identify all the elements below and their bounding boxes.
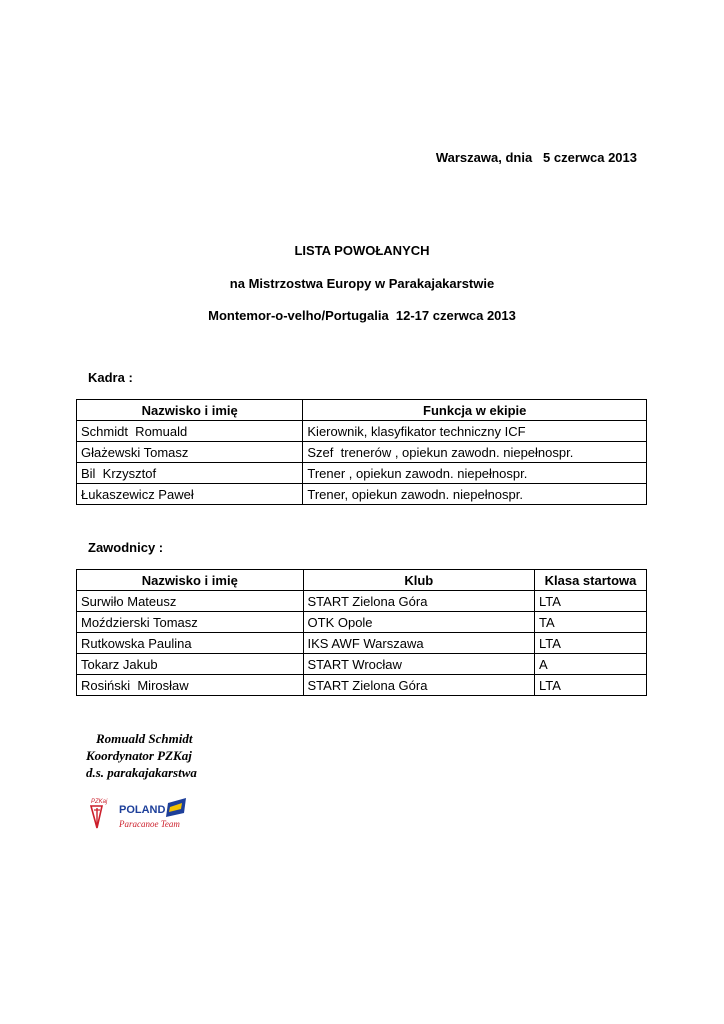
logo-poland-text: POLAND: [119, 804, 166, 816]
name-cell: Surwiło Mateusz: [77, 591, 304, 612]
signature-dept: d.s. parakajakarstwa: [86, 765, 197, 780]
name-cell: Bil Krzysztof: [77, 463, 303, 484]
class-cell: TA: [535, 612, 647, 633]
class-cell: LTA: [535, 591, 647, 612]
name-cell: Rutkowska Paulina: [77, 633, 304, 654]
kadra-heading: Kadra :: [88, 370, 133, 385]
club-cell: IKS AWF Warszawa: [303, 633, 535, 654]
svg-text:PZKaj: PZKaj: [91, 799, 108, 805]
function-cell: Kierownik, klasyfikator techniczny ICF: [303, 421, 647, 442]
zawodnicy-table: [76, 569, 647, 696]
club-cell: START Zielona Góra: [303, 675, 535, 696]
club-cell: START Wrocław: [303, 654, 535, 675]
column-header: Nazwisko i imię: [77, 570, 304, 591]
function-cell: Trener, opiekun zawodn. niepełnospr.: [303, 484, 647, 505]
name-cell: Schmidt Romuald: [77, 421, 303, 442]
class-cell: A: [535, 654, 647, 675]
name-cell: Moździerski Tomasz: [77, 612, 304, 633]
club-cell: OTK Opole: [303, 612, 535, 633]
table-header-row: [77, 570, 647, 591]
table-row: [77, 463, 647, 484]
club-cell: START Zielona Góra: [303, 591, 535, 612]
pzkaj-emblem-icon: [91, 799, 108, 828]
table-row: [77, 591, 647, 612]
name-cell: Łukaszewicz Paweł: [77, 484, 303, 505]
signature-name: Romuald Schmidt: [96, 731, 193, 746]
zawodnicy-heading: Zawodnicy :: [88, 540, 164, 555]
logo-team-text: Paracanoe Team: [119, 819, 180, 829]
table-header-row: [77, 400, 647, 421]
column-header: Klasa startowa: [535, 570, 647, 591]
column-header: Klub: [303, 570, 535, 591]
table-row: [77, 633, 647, 654]
function-cell: Szef trenerów , opiekun zawodn. niepełnospr.: [303, 442, 647, 463]
document-subtitle: na Mistrzostwa Europy w Parakajakarstwie: [229, 276, 495, 291]
function-cell: Trener , opiekun zawodn. niepełnospr.: [303, 463, 647, 484]
table-row: [77, 421, 647, 442]
table-row: [77, 442, 647, 463]
table-row: [77, 484, 647, 505]
document-date: Warszawa, dnia 5 czerwca 2013: [435, 150, 637, 165]
name-cell: Tokarz Jakub: [77, 654, 304, 675]
paracanoe-logo: [88, 795, 208, 831]
flag-icon: [166, 798, 186, 817]
document-title: LISTA POWOŁANYCH: [294, 243, 430, 258]
class-cell: LTA: [535, 633, 647, 654]
name-cell: Rosiński Mirosław: [77, 675, 304, 696]
name-cell: Głażewski Tomasz: [77, 442, 303, 463]
column-header: Funkcja w ekipie: [303, 400, 647, 421]
table-row: [77, 612, 647, 633]
column-header: Nazwisko i imię: [77, 400, 303, 421]
signature-role: Koordynator PZKaj: [86, 748, 192, 763]
table-row: [77, 675, 647, 696]
class-cell: LTA: [535, 675, 647, 696]
document-location: Montemor-o-velho/Portugalia 12-17 czerwca 2013: [208, 308, 516, 323]
table-row: [77, 654, 647, 675]
kadra-table: [76, 399, 647, 505]
